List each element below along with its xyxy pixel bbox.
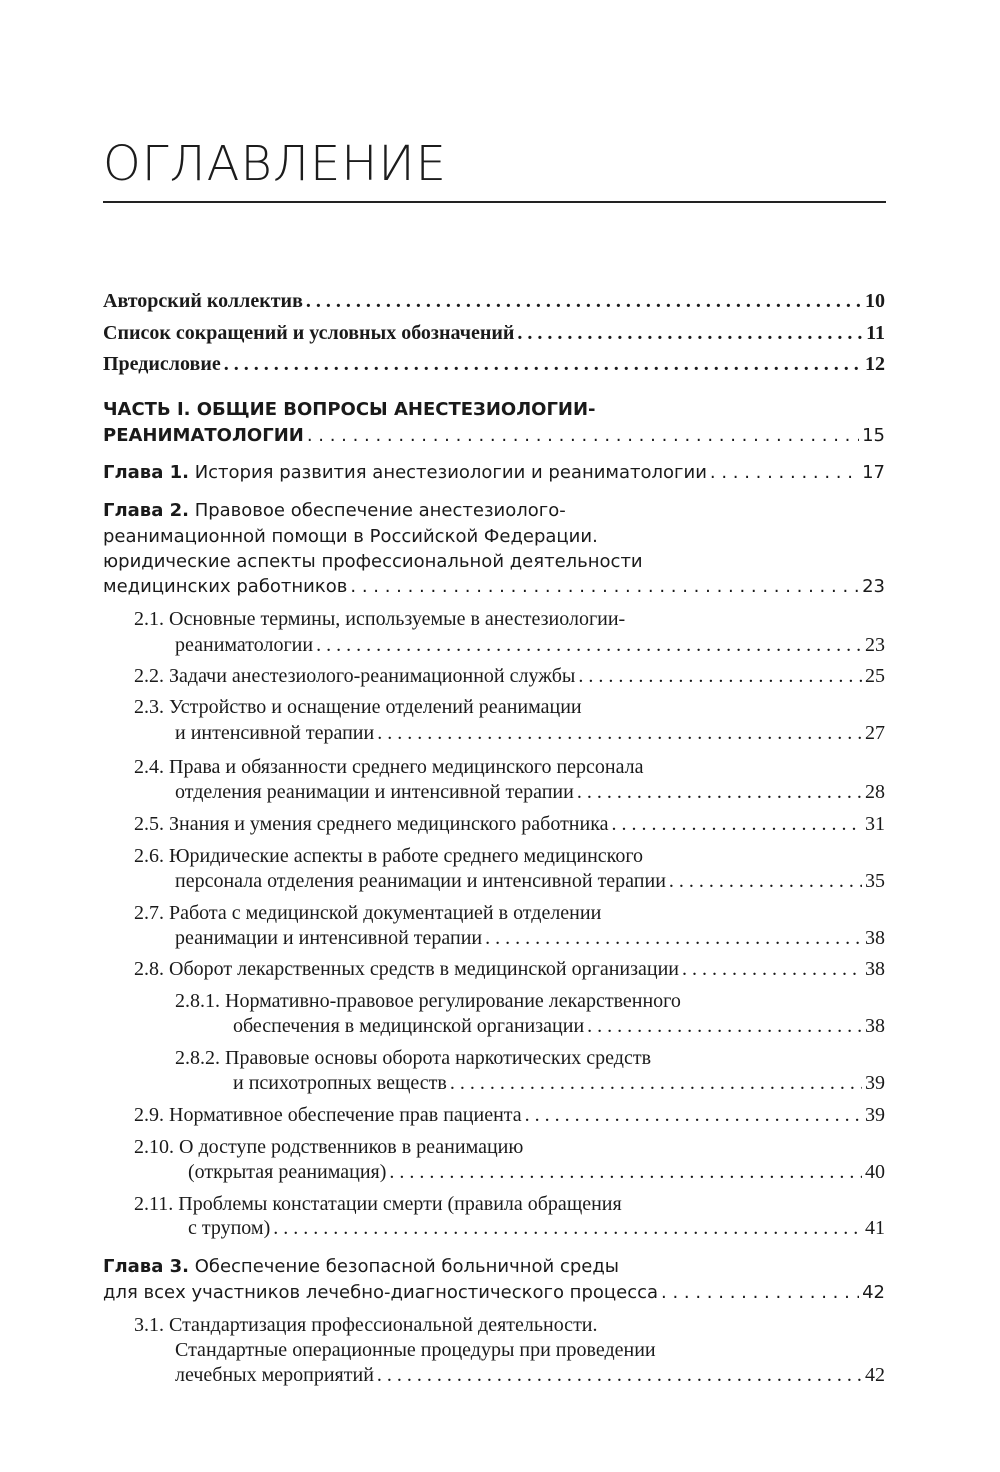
chapter-label: Глава 2.	[103, 500, 189, 521]
leader-dots	[316, 634, 862, 657]
entry-title-line: для всех участников лечебно-диагностического процесса	[103, 1282, 659, 1303]
entry-title-line: 2.6. Юридические аспекты в работе среднего медицинского	[134, 845, 644, 867]
entry-title-line: юридические аспекты профессиональной деятельности	[103, 551, 643, 572]
entry-title: 2.8. Оборот лекарственных средств в медицинской организации	[134, 958, 679, 980]
page-number: 23	[862, 576, 885, 597]
page-number: 38	[865, 1015, 885, 1037]
entry-title-line: (открытая реанимация)	[188, 1161, 387, 1183]
page-number: 40	[865, 1161, 885, 1183]
leader-dots	[307, 425, 859, 446]
page-number: 17	[862, 462, 885, 483]
entry-title-line: Обеспечение безопасной больничной среды	[188, 1256, 619, 1277]
leader-dots	[578, 665, 862, 688]
entry-title-line: 2.10. О доступе родственников в реанимацию	[134, 1136, 524, 1158]
leader-dots	[517, 322, 863, 345]
leader-dots	[377, 722, 862, 745]
leader-dots	[669, 870, 862, 893]
leader-dots	[377, 1364, 862, 1387]
page-number: 15	[862, 425, 885, 446]
entry-title-line: реанимационной помощи в Российской Федерации.	[103, 526, 598, 547]
entry-title-line: обеспечения в медицинской организации	[233, 1015, 585, 1037]
title-rule	[103, 201, 886, 203]
leader-dots	[389, 1161, 862, 1184]
leader-dots	[612, 813, 862, 836]
leader-dots	[682, 958, 862, 981]
entry-title: 2.9. Нормативное обеспечение прав пациента	[134, 1104, 522, 1126]
page-number: 42	[865, 1364, 885, 1386]
page-number: 31	[865, 813, 885, 835]
leader-dots	[306, 290, 862, 313]
entry-title-line: 2.1. Основные термины, используемые в анестезиологии-	[134, 608, 626, 630]
entry-title-line: и психотропных веществ	[233, 1072, 447, 1094]
entry-title-line: медицинских работников	[103, 576, 348, 597]
entry-title: Авторский коллектив	[103, 290, 303, 312]
page-number: 23	[865, 634, 885, 656]
leader-dots	[710, 462, 859, 483]
leader-dots	[273, 1217, 862, 1240]
page-number: 27	[865, 722, 885, 744]
entry-title-line: Правовое обеспечение анестезиолого-	[188, 500, 566, 521]
leader-dots	[661, 1282, 859, 1303]
page-number: 35	[865, 870, 885, 892]
page-number: 41	[865, 1217, 885, 1239]
entry-title-line: с трупом)	[188, 1217, 271, 1239]
chapter-label: Глава 1.	[103, 462, 189, 483]
entry-title-line: реаниматологии	[175, 634, 314, 656]
entry-title-line: лечебных мероприятий	[175, 1364, 374, 1386]
entry-title-line: 2.8.2. Правовые основы оборота наркотических средств	[175, 1047, 652, 1069]
leader-dots	[350, 576, 859, 597]
entry-title-line: 2.3. Устройство и оснащение отделений реанимации	[134, 696, 582, 718]
entry-title-line: ЧАСТЬ I. ОБЩИЕ ВОПРОСЫ АНЕСТЕЗИОЛОГИИ-	[103, 399, 596, 420]
entry-title-line: отделения реанимации и интенсивной терапии	[175, 781, 574, 803]
page-number: 25	[865, 665, 885, 687]
entry-title-line: персонала отделения реанимации и интенсивной терапии	[175, 870, 666, 892]
page-number: 12	[865, 353, 885, 375]
leader-dots	[525, 1104, 862, 1127]
chapter-label: Глава 3.	[103, 1256, 189, 1277]
leader-dots	[224, 353, 862, 376]
page-number: 42	[862, 1282, 885, 1303]
leader-dots	[450, 1072, 862, 1095]
leader-dots	[587, 1015, 862, 1038]
entry-title-line: 3.1. Стандартизация профессиональной деятельности.	[134, 1314, 598, 1336]
entry-title: Предисловие	[103, 353, 221, 375]
entry-title-line: 2.4. Права и обязанности среднего медицинского персонала	[134, 756, 644, 778]
entry-title-line: реанимации и интенсивной терапии	[175, 927, 483, 949]
page-number: 28	[865, 781, 885, 803]
entry-title: История развития анестезиологии и реаниматологии	[188, 462, 707, 483]
entry-title-line: РЕАНИМАТОЛОГИИ	[103, 425, 304, 446]
page-number: 38	[865, 927, 885, 949]
entry-title-line: 2.8.1. Нормативно-правовое регулирование лекарственного	[175, 990, 681, 1012]
page-number: 39	[865, 1104, 885, 1126]
entry-title-line: 2.11. Проблемы констатации смерти (правила обращения	[134, 1193, 622, 1215]
entry-title-line: и интенсивной терапии	[175, 722, 375, 744]
leader-dots	[485, 927, 862, 950]
page-number: 39	[865, 1072, 885, 1094]
entry-title: Список сокращений и условных обозначений	[103, 322, 515, 344]
entry-title: 2.2. Задачи анестезиолого-реанимационной службы	[134, 665, 576, 687]
entry-title-line: 2.7. Работа с медицинской документацией в отделении	[134, 902, 602, 924]
leader-dots	[577, 781, 862, 804]
entry-title: 2.5. Знания и умения среднего медицинского работника	[134, 813, 609, 835]
page-number: 38	[865, 958, 885, 980]
page-number: 11	[866, 322, 885, 344]
page-number: 10	[865, 290, 885, 312]
page-title: ОГЛАВЛЕНИЕ	[103, 136, 447, 192]
entry-title-line: Стандартные операционные процедуры при проведении	[175, 1339, 656, 1361]
